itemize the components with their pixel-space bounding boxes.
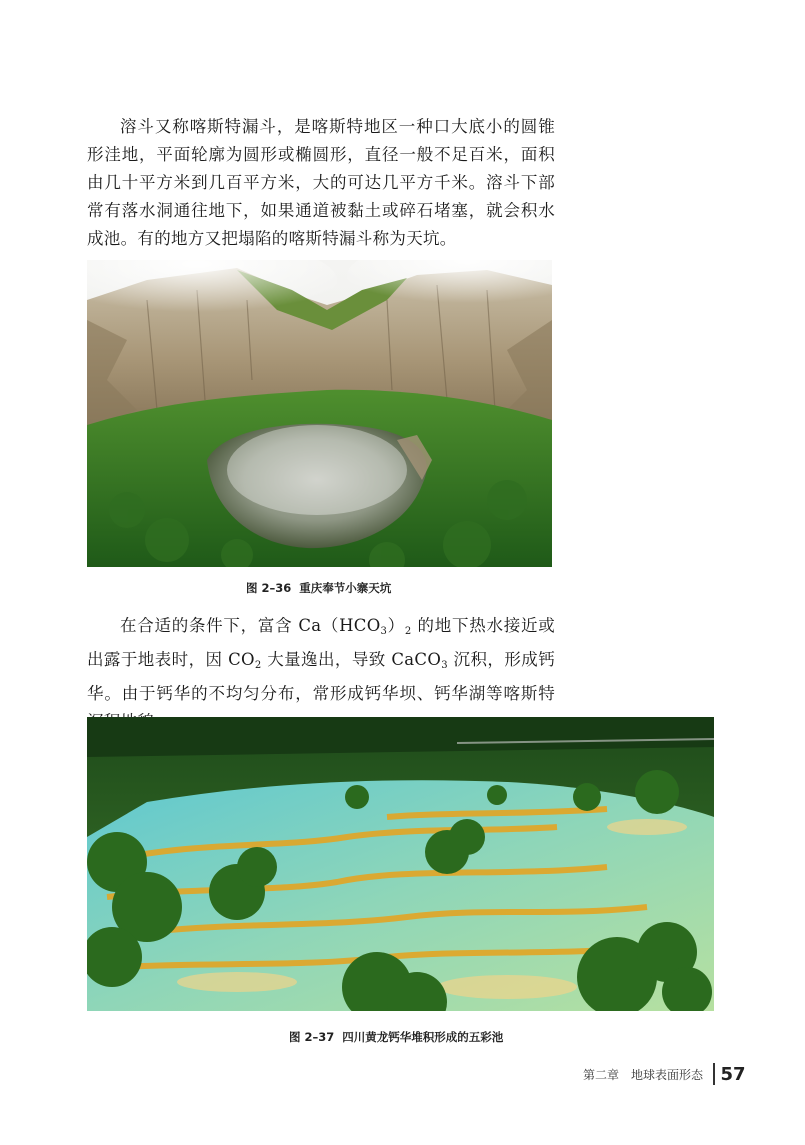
huanglong-pools-photo [87,717,714,1011]
paragraph-sinkhole-text: 溶斗又称喀斯特漏斗，是喀斯特地区一种口大底小的圆锥形洼地，平面轮廓为圆形或椭圆形，直径一般不足百米，面积由几十平方米到几百平方米，大的可达几平方千米。溶斗下部常有落水洞通往地下，如果通道被黏土或碎石堵塞，就会积水成池。有的地方又把塌陷的喀斯特漏斗称为天坑。 [87,117,555,248]
paragraph-travertine: 在合适的条件下，富含 $Ca(HCO_3)_2$ 的地下热水接近或出露于地表时，因 $CO_2$ 大量逸出，导致 CaCO$_3$ 沉积，形成钙华。由于钙华的不均匀分布，常形成钙华坝、钙华湖等喀斯特 [87,616,555,703]
chapter-title: 第二章 地球表面形态 [583,1067,704,1082]
figure-number: 图 2–36 [246,581,292,595]
figure-caption-2-36 [246,580,391,596]
footer-divider [713,1063,715,1085]
figure-number: 图 2–37 [289,1030,335,1044]
figure-title: 四川黄龙钙华堆积形成的五彩池 [342,1030,504,1044]
paragraph-sinkhole [87,113,555,253]
figure-caption-2-37 [289,1029,503,1045]
figure-title: 重庆奉节小寨天坑 [299,581,392,595]
page-footer [583,1064,746,1084]
tiankeng-photo [87,260,552,567]
page-number: 57 [720,1063,746,1085]
